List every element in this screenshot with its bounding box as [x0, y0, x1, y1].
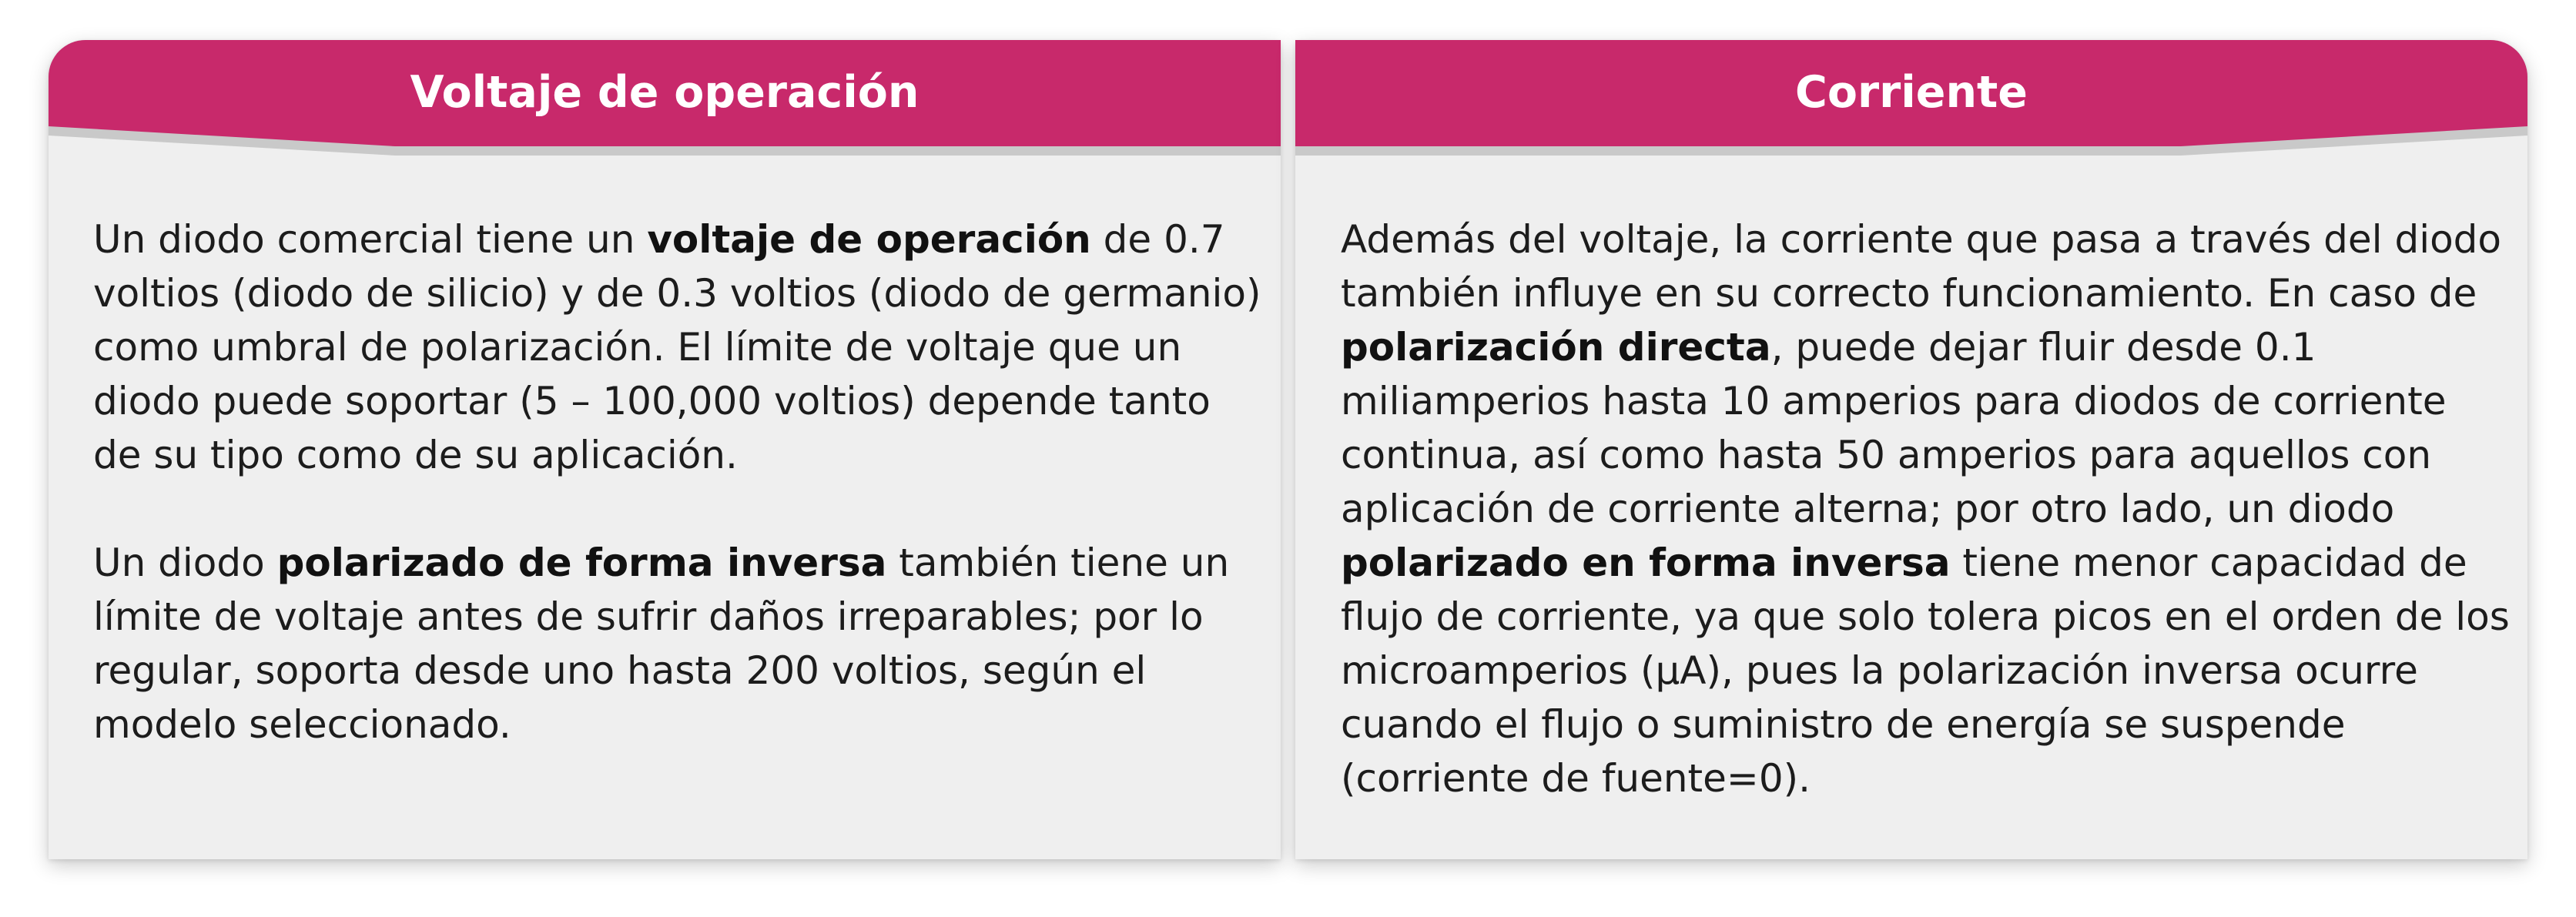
bold-term: polarización directa [1341, 325, 1771, 370]
voltage-card [49, 40, 1281, 859]
current-card-body [1341, 213, 2512, 805]
voltage-card-body [93, 213, 1267, 751]
bold-term: polarizado de forma inversa [276, 540, 887, 585]
voltage-paragraph-1: Un diodo comercial tiene un voltaje de operación de 0.7 voltios (diodo de silicio) y de 0.3 voltios (diodo de germanio) como umbral de polarización. El límite de voltaje que un diodo puede soportar (5 – 100,000 voltios) depende tanto de su tipo como de su aplicación. [93, 217, 1261, 477]
voltage-card-title: Voltaje de operación [410, 67, 920, 118]
current-card [1295, 40, 2527, 859]
voltage-paragraph-2: Un diodo polarizado de forma inversa también tiene un límite de voltaje antes de sufrir daños irreparables; por lo regular, soporta desde uno hasta 200 voltios, según el modelo seleccionado. [93, 540, 1230, 747]
current-paragraph-1: Además del voltaje, la corriente que pasa a través del diodo también influye en su correcto funcionamiento. En caso de polarización directa, puede dejar fluir desde 0.1 miliamperios hasta 10 amperios para diodos de corriente continua, así como hasta 50 amperios para aquellos con aplicación de corriente alterna; por otro lado, un diodo polarizado en forma inversa tiene menor capacidad de flujo de corriente, ya que solo tolera picos en el orden de los microamperios (µA), pues la polarización inversa ocurre cuando el flujo o suministro de energía se suspende (corriente de fuente=0). [1341, 217, 2510, 801]
current-card-title: Corriente [1795, 67, 2028, 118]
bold-term: voltaje de operación [647, 217, 1091, 262]
bold-term: polarizado en forma inversa [1341, 540, 1951, 585]
